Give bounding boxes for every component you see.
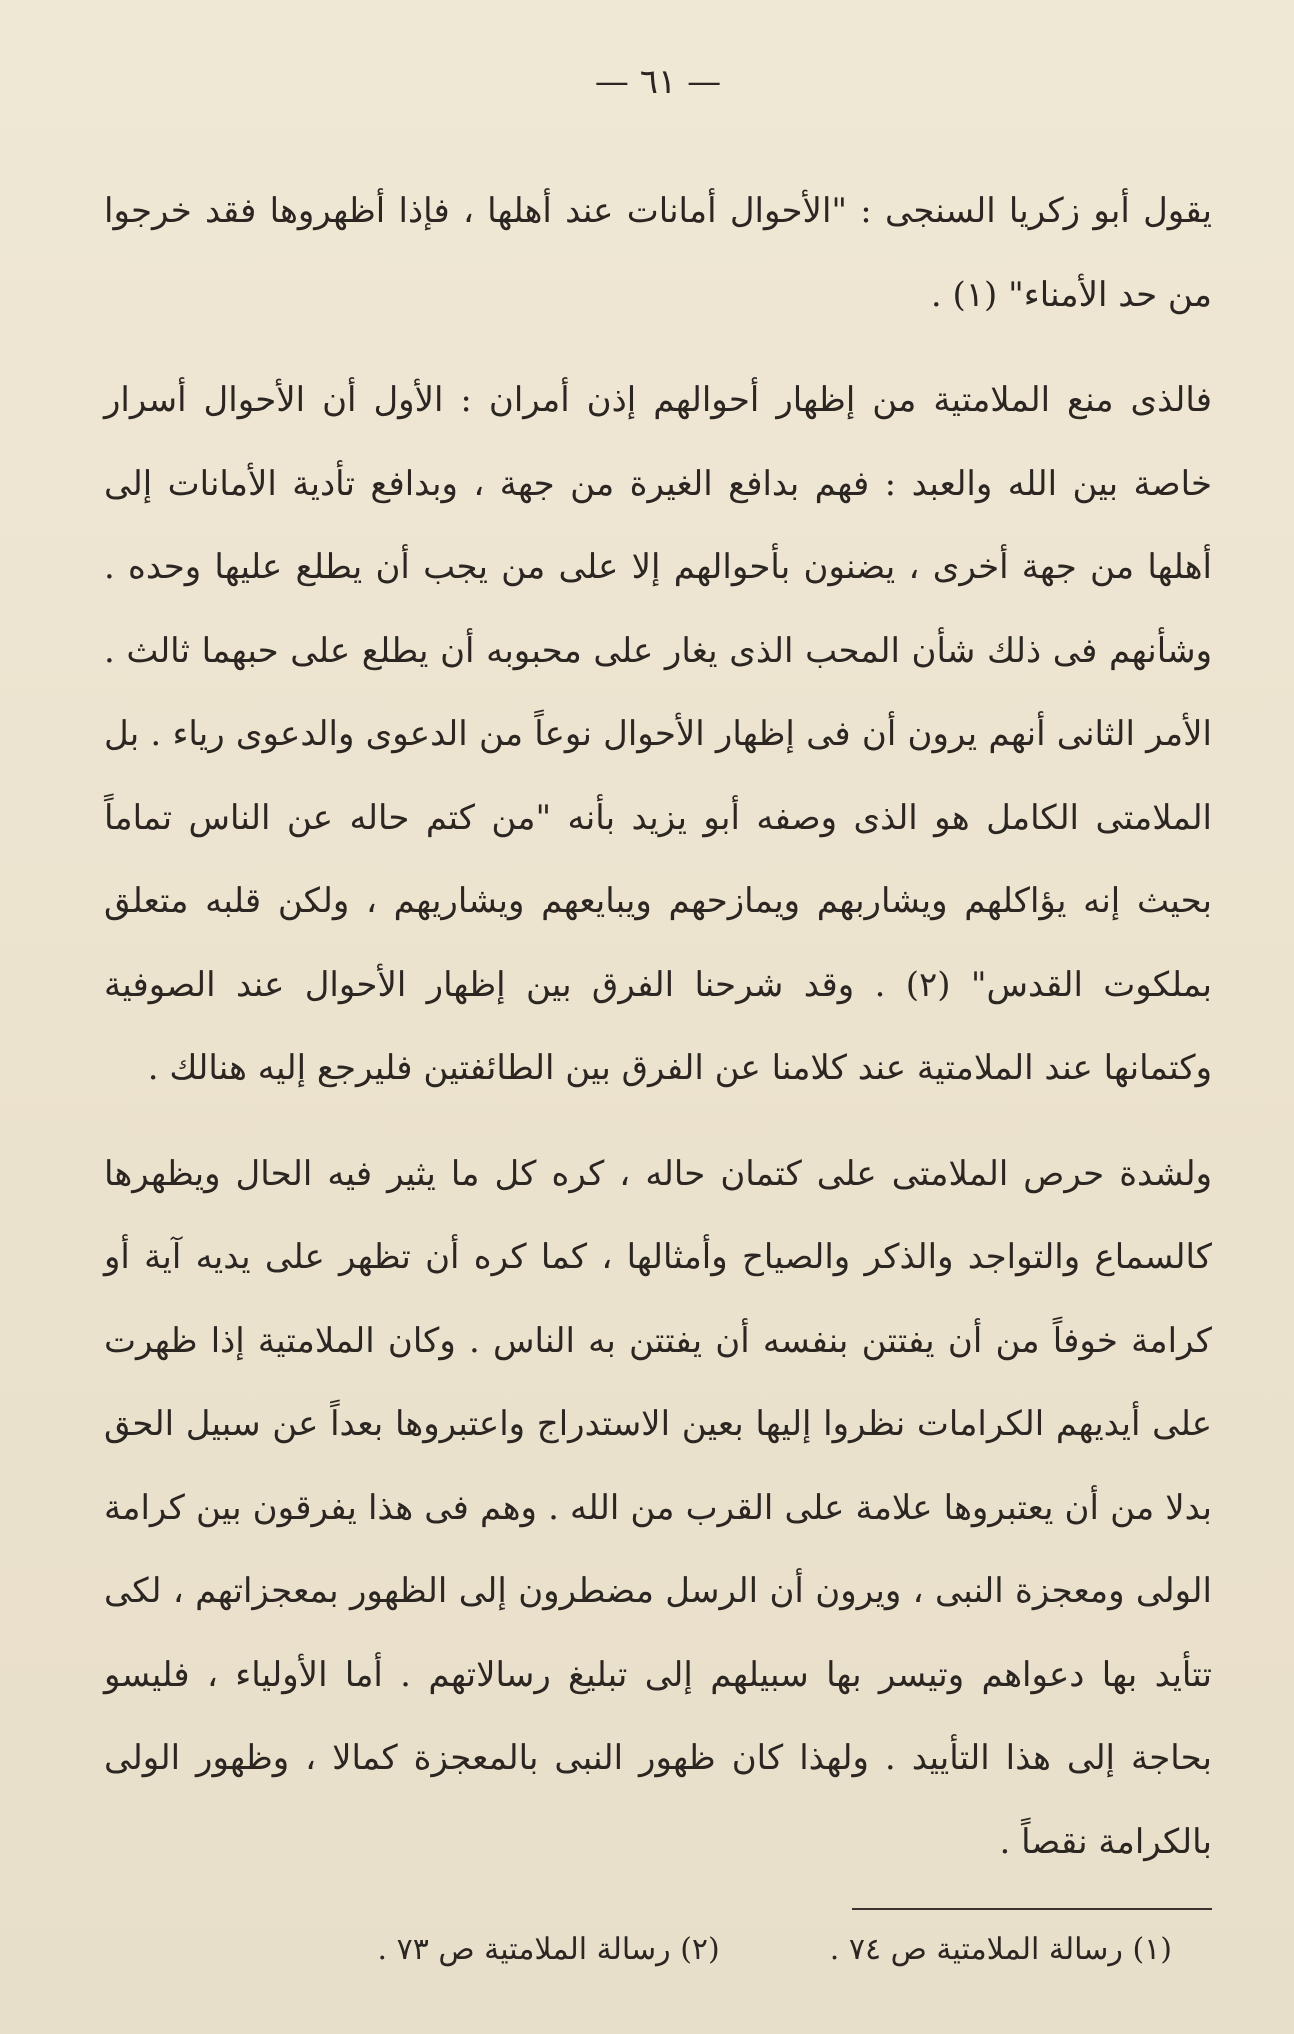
footnotes: [104, 1908, 1212, 1980]
body-text: [104, 170, 1212, 1884]
footnote-1: (١) رسالة الملامتية ص ٧٤ .: [829, 1932, 1172, 1967]
paragraph-2: فالذى منع الملامتية من إظهار أحوالهم إذن أمران : الأول أن الأحوال أسرار خاصة بين الله والعبد : فهم بدافع الغيرة من جهة ، وبدافع تأدية الأمانات إلى أهلها من جهة أخرى ، يضنون بأحوالهم إلا على من يجب أن يطلع عليها وحده . وشأنهم فى ذلك شأن المحب الذى يغار على محبوبه أن يطلع على حبهما ثالث . الأمر الثانى أنهم يرون أن فى إظهار الأحوال نوعاً من الدعوى والدعوى رياء . بل الملامتى الكامل هو الذى وصفه أبو يزيد بأنه "من كتم حاله عن الناس تماماً بحيث إنه يؤاكلهم ويشاربهم ويمازحهم ويبايعهم ويشاريهم ، ولكن قلبه متعلق بملكوت القدس" (٢) . وقد شرحنا الفرق بين إظهار الأحوال عند الصوفية وكتمانها عند الملامتية عند كلامنا عن الفرق بين الطائفتين فليرجع إليه هنالك .: [104, 380, 1212, 1088]
footnote-divider: [852, 1908, 1212, 1910]
page-number: — ٦١ —: [594, 62, 722, 102]
paragraph-3: ولشدة حرص الملامتى على كتمان حاله ، كره كل ما يثير فيه الحال ويظهرها كالسماع والتواجد والذكر والصياح وأمثالها ، كما كره أن تظهر على يديه آية أو كرامة خوفاً من أن يفتتن بنفسه أن يفتتن به الناس . وكان الملامتية إذا ظهرت على أيديهم الكرامات نظروا إليها بعين الاستدراج واعتبروها بعداً عن سبيل الحق بدلا من أن يعتبروها علامة على القرب من الله . وهم فى هذا يفرقون بين كرامة الولى ومعجزة النبى ، ويرون أن الرسل مضطرون إلى الظهور بمعجزاتهم ، لكى تتأيد بها دعواهم وتيسر بها سبيلهم إلى تبليغ رسالاتهم . أما الأولياء ، فليسو بحاجة إلى هذا التأييد . ولهذا كان ظهور النبى بالمعجزة كمالا ، وظهور الولى بالكرامة نقصاً .: [104, 1153, 1212, 1862]
footnote-row: [104, 1920, 1212, 1980]
paragraph-1: يقول أبو زكريا السنجى : "الأحوال أمانات عند أهلها ، فإذا أظهروها فقد خرجوا من حد الأمناء" (١) .: [104, 191, 1212, 315]
footnote-2: (٢) رسالة الملامتية ص ٧٣ .: [377, 1932, 720, 1967]
